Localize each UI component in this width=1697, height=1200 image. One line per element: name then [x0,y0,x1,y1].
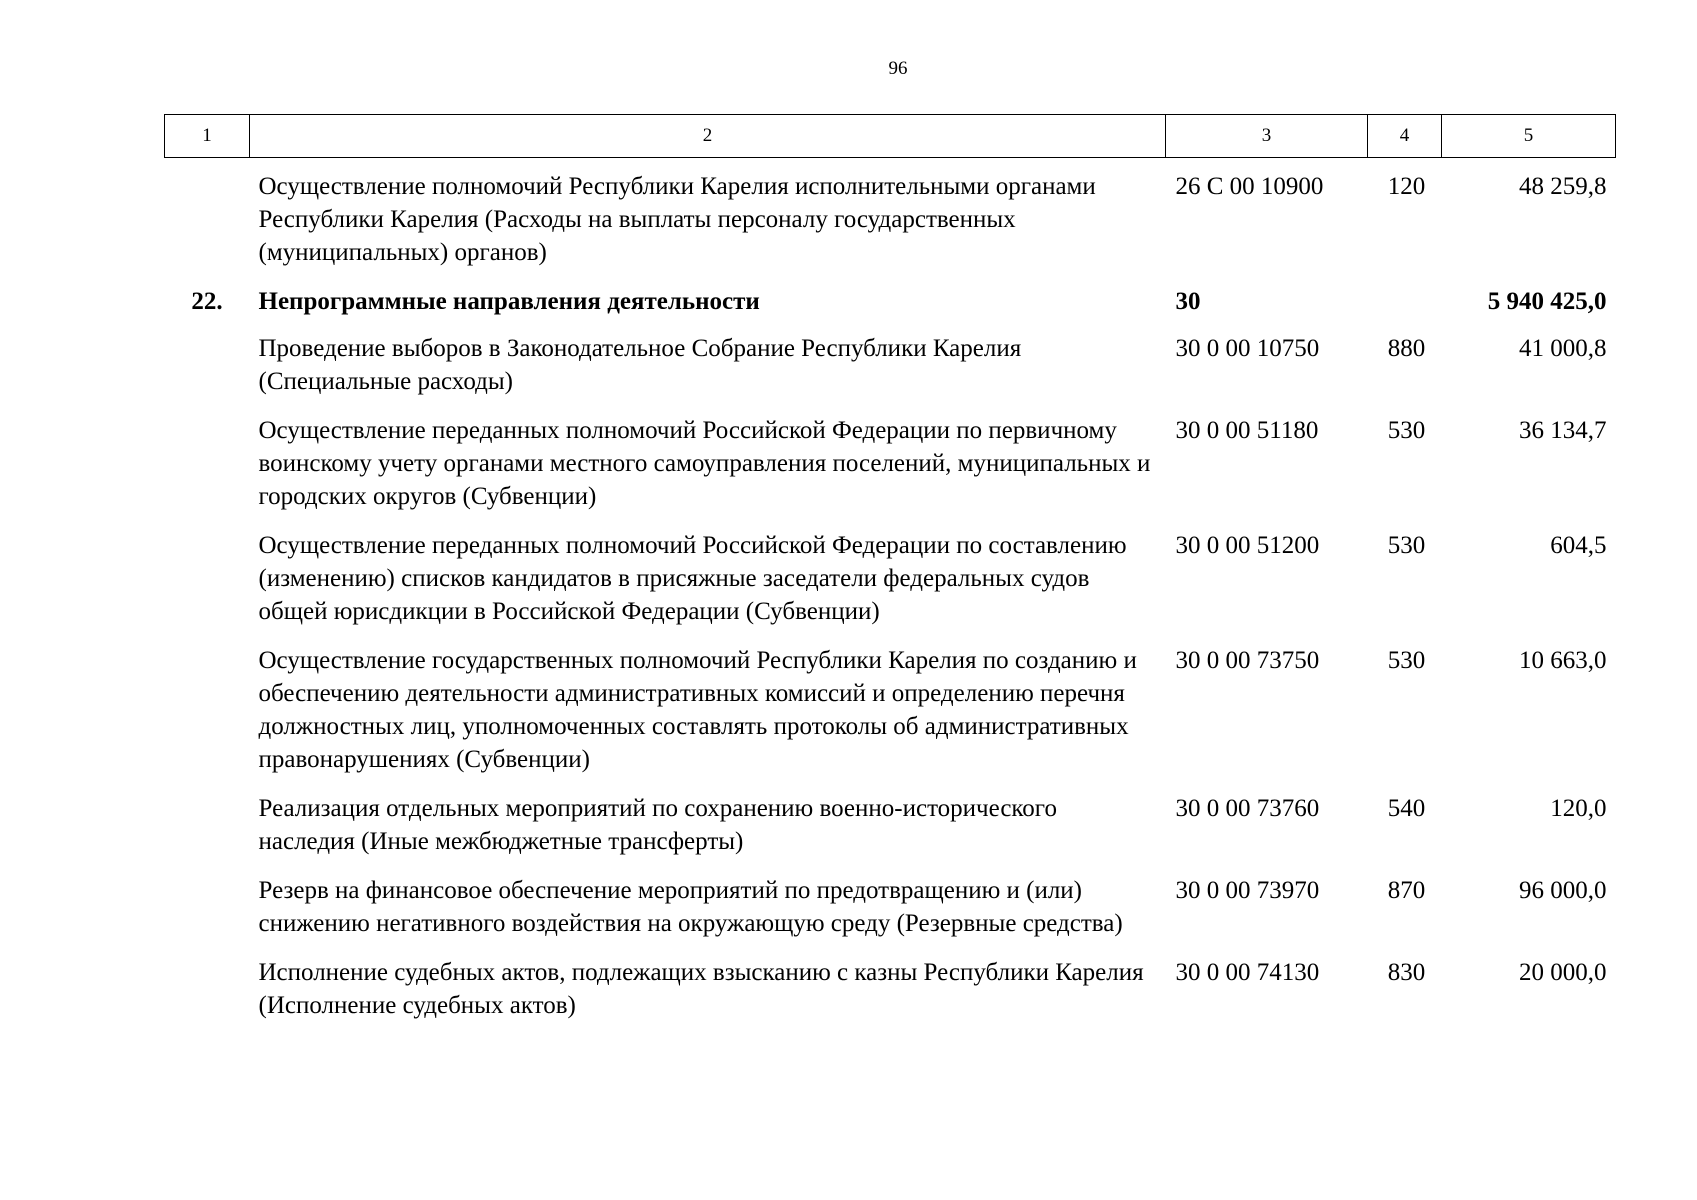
row-target-code: 30 0 00 51200 [1175,532,1320,559]
row-target-code: 30 0 00 51180 [1175,417,1319,444]
row-expense-type: 540 [1387,795,1426,822]
column-header-4: 4 [1368,115,1442,158]
table-row [165,414,1616,529]
row-amount: 36 134,7 [1519,417,1607,444]
row-name: Осуществление полномочий Республики Карелия исполнительными органами Республики Карелия (Расходы на выплаты персоналу государственных (муниципальных) органов) [258,173,1096,266]
table-row [165,874,1616,956]
row-expense-type: 880 [1387,335,1426,362]
row-expense-type: 120 [1387,173,1426,200]
column-header-5: 5 [1442,115,1616,158]
row-target-code: 30 0 00 73750 [1175,647,1320,674]
header-row [165,115,1616,158]
table-row [165,644,1616,792]
row-target-code: 30 0 00 10750 [1175,335,1320,362]
row-name: Проведение выборов в Законодательное Собрание Республики Карелия (Специальные расходы) [258,335,1022,395]
column-header-3: 3 [1166,115,1368,158]
row-expense-type: 530 [1387,647,1426,674]
row-amount: 96 000,0 [1519,877,1607,904]
row-name: Резерв на финансовое обеспечение мероприятий по предотвращению и (или) снижению негативного воздействия на окружающую среду (Резервные средства) [258,877,1123,937]
table-header [165,115,1616,158]
row-amount: 5 940 425,0 [1487,288,1607,315]
row-amount: 20 000,0 [1519,959,1607,986]
table-row [165,792,1616,874]
row-number [165,332,250,414]
table-row [165,332,1616,414]
table-body [165,158,1616,1039]
row-number [165,644,250,792]
row-amount: 10 663,0 [1519,647,1607,674]
row-expense-type: 530 [1387,417,1426,444]
row-number [165,529,250,644]
row-amount: 41 000,8 [1519,335,1607,362]
row-target-code: 30 0 00 74130 [1175,959,1320,986]
row-name: Исполнение судебных актов, подлежащих взысканию с казны Республики Карелия (Исполнение судебных актов) [258,959,1144,1019]
row-amount: 604,5 [1550,532,1607,559]
row-target-code: 26 С 00 10900 [1175,173,1324,200]
row-expense-type: 830 [1387,959,1426,986]
row-amount: 48 259,8 [1519,173,1607,200]
row-amount: 120,0 [1550,795,1607,822]
row-number: 22. [191,288,223,315]
row-number [165,414,250,529]
row-target-code: 30 0 00 73970 [1175,877,1320,904]
column-header-1: 1 [165,115,250,158]
column-header-2: 2 [250,115,1166,158]
table-row-section [165,285,1616,332]
row-name: Осуществление государственных полномочий Республики Карелия по созданию и обеспечению деятельности административных комиссий и определению перечня должностных лиц, уполномоченных составлять протоколы об административных правонарушениях (Субвенции) [258,647,1137,773]
row-number [165,956,250,1038]
row-number [165,792,250,874]
row-number [165,158,250,286]
row-expense-type: 530 [1387,532,1426,559]
page-number: 96 [888,58,908,79]
row-name: Реализация отдельных мероприятий по сохранению военно-исторического наследия (Иные межбюджетные трансферты) [258,795,1057,855]
budget-table [164,114,1616,1038]
table-row [165,158,1616,286]
row-expense-type [1368,285,1442,332]
row-expense-type: 870 [1387,877,1426,904]
row-name: Непрограммные направления деятельности [258,288,760,315]
row-name: Осуществление переданных полномочий Российской Федерации по составлению (изменению) списков кандидатов в присяжные заседатели федеральных судов общей юрисдикции в Российской Федерации (Субвенции) [258,532,1127,625]
row-target-code: 30 [1175,288,1201,315]
row-number [165,874,250,956]
row-target-code: 30 0 00 73760 [1175,795,1320,822]
table-row [165,956,1616,1038]
table-row [165,529,1616,644]
row-name: Осуществление переданных полномочий Российской Федерации по первичному воинскому учету органами местного самоуправления поселений, муниципальных и городских округов (Субвенции) [258,417,1151,510]
